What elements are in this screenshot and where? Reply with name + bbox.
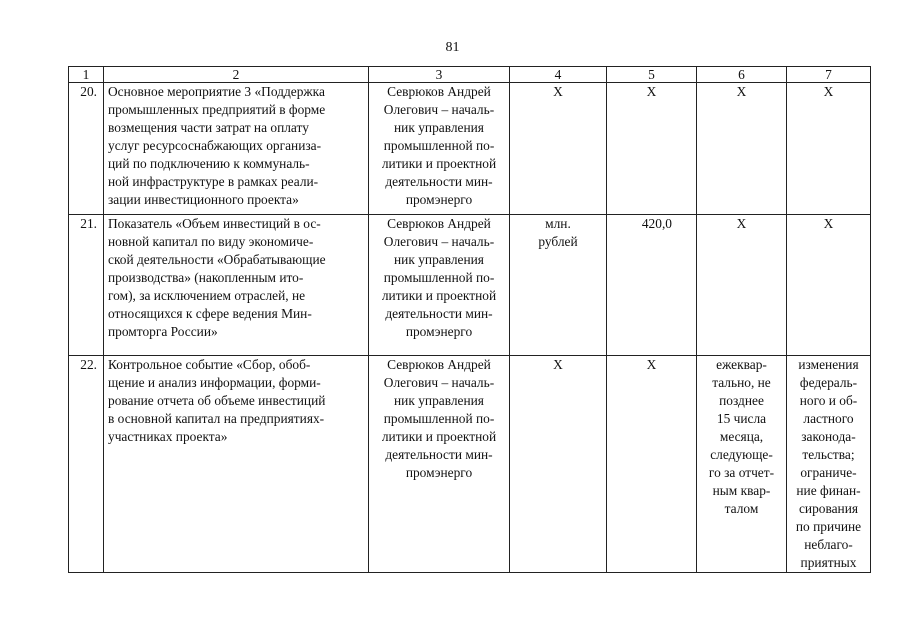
header-cell: 5 [607,67,697,83]
cell-line: 420,0 [641,216,672,231]
header-row [69,67,871,83]
cell-line: по причине [795,519,862,534]
cell-line: промторга России» [108,324,218,339]
cell-line: ние финан- [796,483,861,498]
table-row [69,83,871,215]
value-cell [607,215,697,356]
cell-line: Х [646,84,657,99]
deadline-cell [697,83,787,215]
cell-line: новной капитал по виду экономиче- [108,234,314,249]
cell-line: гом), за исключением отраслей, не [108,288,306,303]
cell-line: ежеквар- [716,357,767,372]
cell-line: федераль- [799,375,858,390]
cell-line: ской деятельности «Обрабатывающие [108,252,326,267]
deadline-cell [697,356,787,573]
unit-cell [510,356,607,573]
cell-line: ным квар- [712,483,771,498]
cell-line: приятных [800,555,857,570]
cell-line: промэнерго [405,324,473,339]
cell-line: ной инфраструктуре в рамках реали- [108,174,319,189]
cell-line: возмещения части затрат на оплату [108,120,309,135]
cell-line: ник управления [394,252,484,267]
header-cell: 7 [787,67,871,83]
cell-line: месяца, [719,429,764,444]
responsible-person [369,83,510,215]
cell-line: ластного [803,411,854,426]
header-cell: 2 [104,67,369,83]
cell-line: деятельности мин- [385,174,493,189]
cell-line: Х [553,84,563,99]
event-description [104,356,369,573]
row-number: 22. [69,356,104,573]
cell-line: позднее [719,393,764,408]
cell-line: законода- [801,429,856,444]
event-description [104,83,369,215]
cell-line: следующе- [710,447,773,462]
header-cell: 1 [69,67,104,83]
header-cell: 4 [510,67,607,83]
cell-line: Х [736,216,747,231]
cell-line: Олегович – началь- [383,234,495,249]
cell-line: изменения [798,357,859,372]
cell-line: участниках проекта» [108,429,228,444]
cell-line: 15 числа [716,411,767,426]
cell-line: относящихся к сфере ведения Мин- [108,306,312,321]
cell-line: в основной капитал на предприятиях- [108,411,325,426]
deadline-cell [697,215,787,356]
cell-line: тально, не [712,375,771,390]
cell-line: Основное мероприятие 3 «Поддержка [108,84,325,99]
cell-line: ник управления [394,393,484,408]
cell-line: тельства; [802,447,855,462]
cell-line: Х [646,357,657,372]
cell-line: литики и проектной [381,429,497,444]
cell-line: ник управления [394,120,484,135]
event-description [104,215,369,356]
cell-line: неблаго- [804,537,853,552]
cell-line: Х [823,216,834,231]
cell-line: деятельности мин- [385,447,493,462]
header-cell: 3 [369,67,510,83]
cell-line: талом [724,501,759,516]
cell-line: промышленной по- [383,138,495,153]
cell-line: литики и проектной [381,156,497,171]
cell-line: Олегович – началь- [383,375,495,390]
cell-line: Севрюков Андрей [387,357,491,372]
row-number: 21. [69,215,104,356]
cell-line: Показатель «Объем инвестиций в ос- [108,216,321,231]
table-row [69,215,871,356]
cell-line: промышленной по- [383,270,495,285]
risk-cell [787,83,871,215]
unit-cell [510,83,607,215]
cell-line: промышленной по- [383,411,495,426]
cell-line: промышленных предприятий в форме [108,102,326,117]
cell-line: ограниче- [800,465,857,480]
cell-line: промэнерго [405,465,473,480]
cell-line: млн. [545,216,571,231]
cell-line: зации инвестиционного проекта» [108,192,299,207]
cell-line: сирования [798,501,859,516]
cell-line: Х [823,84,834,99]
responsible-person [369,215,510,356]
page-number: 81 [445,40,460,55]
cell-line: ций по подключению к коммуналь- [108,156,310,171]
table-row [69,356,871,573]
header-cell: 6 [697,67,787,83]
cell-line: Севрюков Андрей [387,84,491,99]
cell-line: ного и об- [799,393,858,408]
row-number: 20. [69,83,104,215]
responsible-person [369,356,510,573]
cell-line: Контрольное событие «Сбор, обоб- [108,357,311,372]
cell-line: литики и проектной [381,288,497,303]
cell-line: промэнерго [405,192,473,207]
cell-line: деятельности мин- [385,306,493,321]
cell-line: Олегович – началь- [383,102,495,117]
data-table [68,66,871,573]
cell-line: рование отчета об объеме инвестиций [108,393,326,408]
risk-cell [787,356,871,573]
cell-line: щение и анализ информации, форми- [108,375,321,390]
cell-line: Х [553,357,563,372]
value-cell [607,356,697,573]
value-cell [607,83,697,215]
cell-line: производства» (накопленным ито- [108,270,304,285]
cell-line: услуг ресурсоснабжающих организа- [108,138,322,153]
cell-line: го за отчет- [708,465,775,480]
cell-line: рублей [538,234,578,249]
risk-cell [787,215,871,356]
unit-cell [510,215,607,356]
cell-line: Севрюков Андрей [387,216,491,231]
cell-line: Х [736,84,747,99]
